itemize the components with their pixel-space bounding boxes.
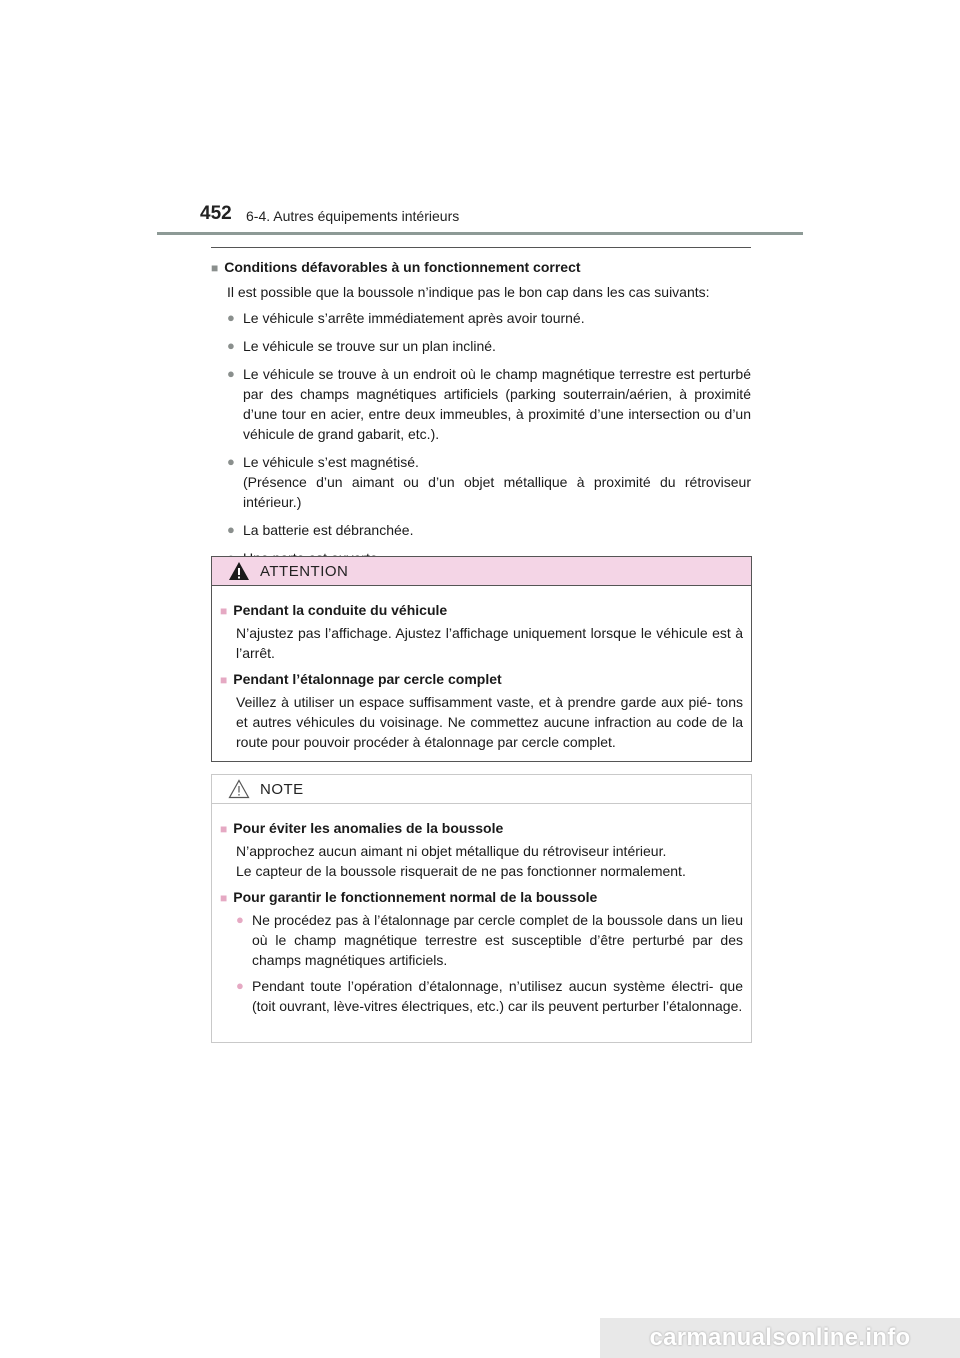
attention-text-1: N’ajustez pas l’affichage. Ajustez l’affichage uniquement lorsque le véhicule est à l’arrêt. <box>236 625 743 661</box>
list-item: ● Pendant toute l’opération d’étalonnage, n’utilisez aucun système électri- que (toit ouvrant, lève-vitres électriques, etc.) car ils peuvent perturber l’étalonnage. <box>236 978 743 1014</box>
list-item: ● Le véhicule se trouve à un endroit où le champ magnétique terrestre est perturbé par des champs magnétiques artificiels (parking souterrain/aérien, à proximité d’une tour en acier, entre deux immeubles, à proximité d’une intersection ou d’un véhicule de grand gabarit, etc.). <box>227 366 751 442</box>
section-title: 6-4. Autres équipements intérieurs <box>246 208 460 224</box>
attention-box <box>211 556 752 762</box>
conditions-intro: Il est possible que la boussole n’indique pas le bon cap dans les cas suivants: <box>227 284 710 300</box>
warning-triangle-outline-icon <box>228 779 250 799</box>
square-bullet-icon: ■ <box>211 261 219 275</box>
note-text-1: N’approchez aucun aimant ni objet métallique du rétroviseur intérieur. Le capteur de la boussole risquerait de ne pas fonctionner normalement. <box>236 843 686 879</box>
note-body <box>212 804 751 1016</box>
bullet-icon: ● <box>227 454 235 469</box>
attention-body <box>212 586 751 752</box>
page-header <box>0 0 960 240</box>
attention-heading-1: ■ Pendant la conduite du véhicule <box>220 600 743 621</box>
attention-text-2: Veillez à utiliser un espace suffisamment vaste, et à prendre garde aux pié- tons et autres véhicules du voisinage. Ne commettez aucune infraction au code de la route pour pouvoir procéder à étalonnage par cercle complet. <box>236 694 743 750</box>
list-item: ● Ne procédez pas à l’étalonnage par cercle complet de la boussole dans un lieu où le champ magnétique terrestre est susceptible d’être perturbé par des champs magnétiques artificiels. <box>236 912 743 968</box>
conditions-title: Conditions défavorables à un fonctionnement correct <box>224 259 581 275</box>
note-list <box>236 910 743 1016</box>
attention-heading-2: ■ Pendant l’étalonnage par cercle complet <box>220 669 743 690</box>
attention-label: ATTENTION <box>260 562 349 580</box>
note-label: NOTE <box>260 780 304 798</box>
header-rule <box>157 232 803 235</box>
conditions-heading <box>211 257 751 278</box>
bullet-icon: ● <box>236 912 244 927</box>
note-heading-2: ■ Pour garantir le fonctionnement normal de la boussole <box>220 887 743 908</box>
conditions-list <box>227 308 751 568</box>
list-item: ● La batterie est débranchée. <box>227 522 414 538</box>
note-box <box>211 774 752 1043</box>
bullet-icon: ● <box>227 522 235 537</box>
bullet-icon: ● <box>227 338 235 353</box>
warning-triangle-icon <box>228 561 250 581</box>
square-bullet-icon: ■ <box>220 822 228 836</box>
square-bullet-icon: ■ <box>220 891 228 905</box>
bullet-icon: ● <box>236 978 244 993</box>
conditions-section <box>211 257 751 576</box>
bullet-icon: ● <box>227 366 235 381</box>
list-item: ● Le véhicule se trouve sur un plan incliné. <box>227 338 496 354</box>
list-item: ● Le véhicule s’est magnétisé. (Présence d’un aimant ou d’un objet métallique à proximité du rétroviseur intérieur.) <box>227 454 751 510</box>
square-bullet-icon: ■ <box>220 604 228 618</box>
bullet-icon: ● <box>227 310 235 325</box>
attention-header <box>212 557 751 586</box>
list-item: ● Le véhicule s’arrête immédiatement après avoir tourné. <box>227 310 585 326</box>
square-bullet-icon: ■ <box>220 673 228 687</box>
note-header <box>212 775 751 804</box>
content-top-rule <box>211 247 751 248</box>
page-number: 452 <box>200 203 232 224</box>
note-heading-1: ■ Pour éviter les anomalies de la boussole <box>220 818 743 839</box>
watermark: carmanualsonline.info <box>600 1318 960 1358</box>
